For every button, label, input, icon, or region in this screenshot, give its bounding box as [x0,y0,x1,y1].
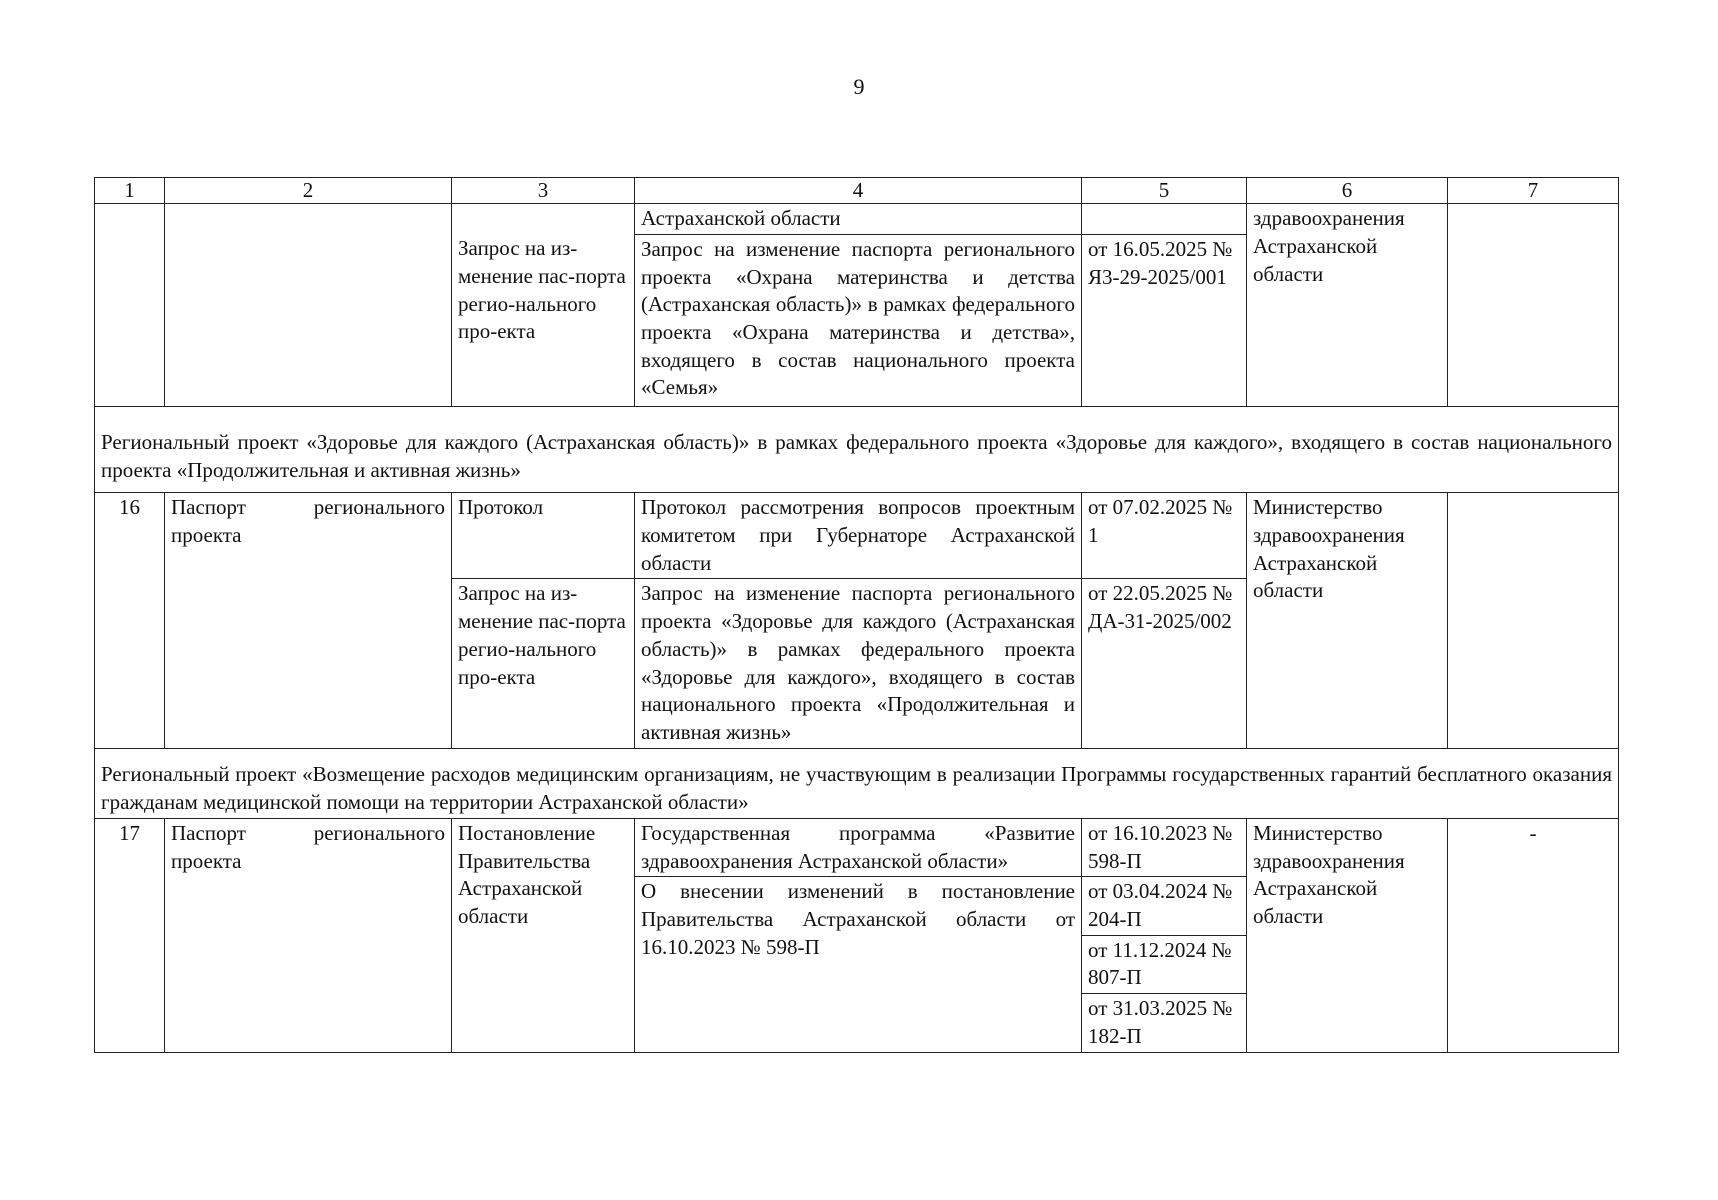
row-number: 17 [95,818,165,1052]
doc-type-cell: Протокол [452,493,635,579]
doc-description-cell: Запрос на изменение паспорта регионального проекта «Здоровье для каждого (Астраханская область)» в рамках федерального проекта «Здоровье для каждого», входящего в состав национального проекта «Продолжительная и активная жизнь» [635,579,1082,748]
table-row [95,493,1619,579]
executor-cell: Министерство здравоохранения Астраханской области [1247,818,1448,1052]
page-number: 9 [853,74,865,99]
doc-type-cell [452,204,635,235]
doc-date-cell: от 07.02.2025 № 1 [1082,493,1247,579]
doc-type-cell: Постановление Правительства Астраханской области [452,818,635,1052]
doc-description-cell: О внесении изменений в постановление Правительства Астраханской области от 16.10.2023 № 598-П [635,877,1082,1052]
column-header: 4 [635,178,1082,204]
doc-description-cell: Протокол рассмотрения вопросов проектным комитетом при Губернаторе Астраханской области [635,493,1082,579]
executor-cell: здравоохранения Астраханской области [1247,204,1448,407]
registry-table [94,177,1619,1053]
doc-name-cell: Паспорт регионального проекта [165,818,452,1052]
doc-name-cell: Паспорт регионального проекта [165,493,452,748]
doc-date-cell [1082,204,1247,235]
doc-description-cell: Государственная программа «Развитие здравоохранения Астраханской области» [635,818,1082,876]
column-header: 2 [165,178,452,204]
doc-date-cell: от 31.03.2025 № 182-П [1082,994,1247,1052]
executor-cell: Министерство здравоохранения Астраханской области [1247,493,1448,748]
column-header: 5 [1082,178,1247,204]
column-header: 7 [1448,178,1619,204]
section-heading: Региональный проект «Здоровье для каждого (Астраханская область)» в рамках федерального проекта «Здоровье для каждого», входящего в состав национального проекта «Продолжительная и активная жизнь» [95,407,1619,493]
name-cell [165,204,452,407]
section-heading-row [95,748,1619,818]
doc-date-cell: от 16.05.2025 № Я3-29-2025/001 [1082,234,1247,407]
doc-type-cell: Запрос на из-менение пас-порта регио-нального про-екта [452,234,635,407]
note-cell [1448,493,1619,748]
column-header: 6 [1247,178,1448,204]
column-header: 1 [95,178,165,204]
column-header: 3 [452,178,635,204]
doc-date-cell: от 22.05.2025 № ДА-31-2025/002 [1082,579,1247,748]
section-heading-row [95,407,1619,493]
doc-description-cell: Запрос на изменение паспорта регионального проекта «Охрана материнства и детства (Астраханская область)» в рамках федерального проекта «Охрана материнства и детства», входящего в состав национального проекта «Семья» [635,234,1082,407]
table-row [95,204,1619,235]
note-cell: - [1448,818,1619,1052]
doc-date-cell: от 16.10.2023 № 598-П [1082,818,1247,876]
doc-date-cell: от 11.12.2024 № 807-П [1082,935,1247,993]
row-number: 16 [95,493,165,748]
section-heading: Региональный проект «Возмещение расходов медицинским организациям, не участвующим в реализации Программы государственных гарантий бесплатного оказания гражданам медицинской помощи на территории Астраханской области» [95,748,1619,818]
doc-date-cell: от 03.04.2024 № 204-П [1082,877,1247,935]
note-cell [1448,204,1619,407]
column-header-row [95,178,1619,204]
number-cell [95,204,165,407]
doc-type-cell: Запрос на из-менение пас-порта регио-нального про-екта [452,579,635,748]
doc-description-cell: Астраханской области [635,204,1082,235]
table-row [95,818,1619,876]
